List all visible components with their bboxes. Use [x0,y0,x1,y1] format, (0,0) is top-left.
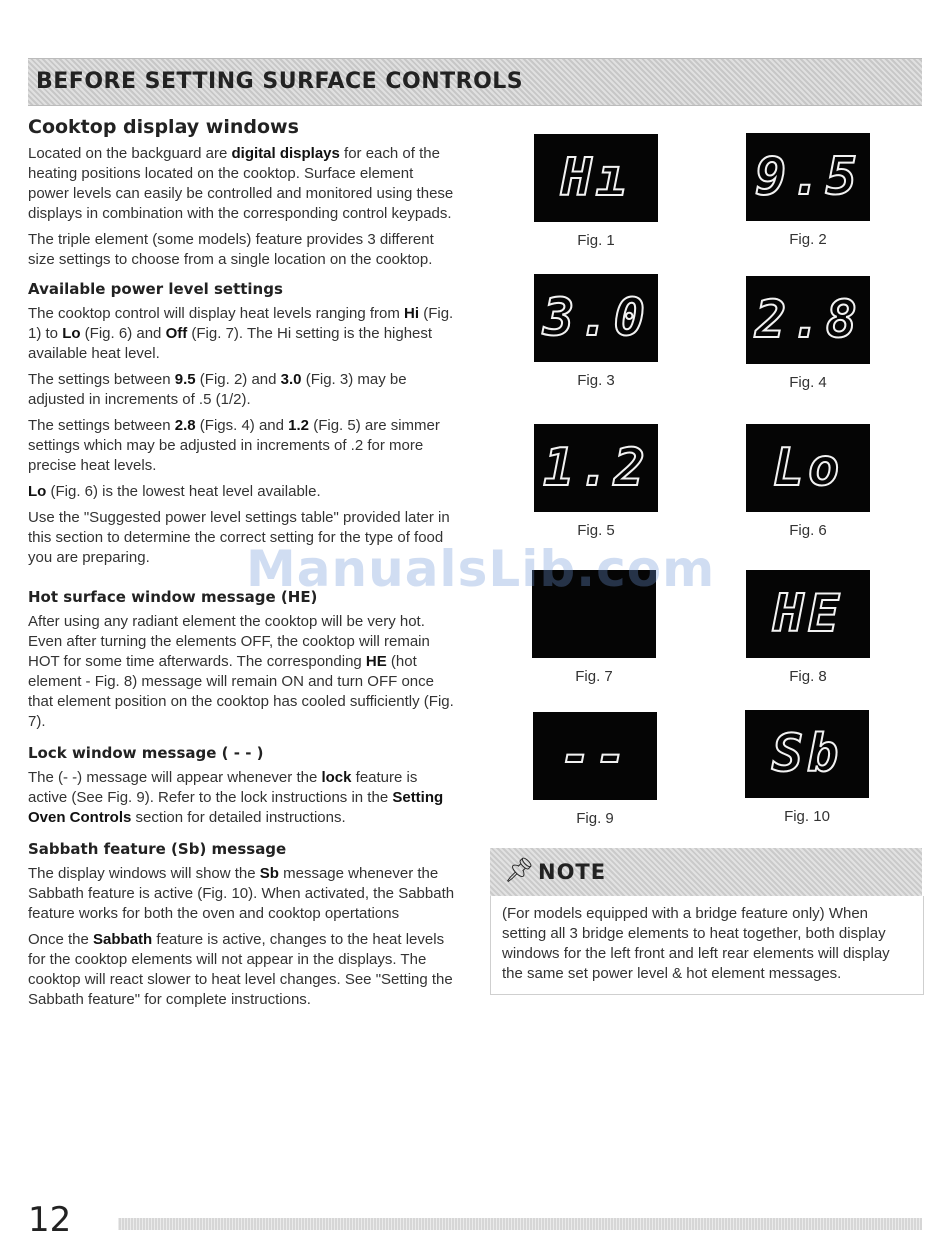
paragraph: Located on the backguard are digital displays for each of the heating positions located on the cooktop. Surface element power levels can easily be controlled and monitored using these displays in combination with the corresponding control keypads. [28,145,454,222]
paragraph: The (- -) message will appear whenever the lock feature is active (See Fig. 9). Refer to the lock instructions in the Setting Oven Controls section for detailed instructions. [28,769,444,826]
display-readout: Sb [771,724,843,784]
figure-caption: Fig. 6 [789,522,827,539]
figure-caption: Fig. 10 [784,808,830,825]
display-window [745,710,869,798]
note-body: (For models equipped with a bridge feature only) When setting all 3 bridge elements to heat together, both display windows for the left front and left rear elements will display the same set power level & hot element messages. [490,896,924,995]
paragraph: The triple element (some models) feature provides 3 different size settings to choose from a single location on the cooktop. [28,231,434,268]
hot-surface-title: Hot surface window message (HE) [28,588,318,606]
display-window [534,424,658,512]
figure-8 [746,570,870,685]
display-window [746,133,870,221]
figure-7 [532,570,656,685]
figure-10 [745,710,869,825]
display-readout: Hı [560,148,632,208]
display-readout: -- [559,726,631,786]
lock-window-title: Lock window message ( - - ) [28,744,264,762]
section-header-banner [28,58,922,106]
page-title: BEFORE SETTING SURFACE CONTROLS [36,69,524,94]
figure-3 [534,274,658,389]
pushpin-icon: 📌︎ [504,857,535,884]
paragraph: Lo (Fig. 6) is the lowest heat level available. [28,483,321,500]
paragraph: The cooktop control will display heat levels ranging from Hi (Fig. 1) to Lo (Fig. 6) and Off (Fig. 7). The Hi setting is the highest available heat level. [28,305,454,362]
paragraph: The settings between 2.8 (Figs. 4) and 1.2 (Fig. 5) are simmer settings which may be adjusted in increments of .2 for more precise heat levels. [28,417,440,474]
power-level-title: Available power level settings [28,280,283,298]
display-readout: 2.8 [755,290,861,350]
display-window [533,712,657,800]
display-window [534,274,658,362]
paragraph: The settings between 9.5 (Fig. 2) and 3.0 (Fig. 3) may be adjusted in increments of .5 (1/2). [28,371,407,408]
figure-caption: Fig. 9 [576,810,614,827]
figure-caption: Fig. 5 [577,522,615,539]
figure-caption: Fig. 7 [575,668,613,685]
display-window [532,570,656,658]
figure-caption: Fig. 4 [789,374,827,391]
display-readout: Lo [772,438,844,498]
page-number: 12 [28,1200,72,1240]
sabbath-title: Sabbath feature (Sb) message [28,840,287,858]
footer-bar [118,1218,922,1230]
figure-caption: Fig. 3 [577,372,615,389]
figure-2 [746,133,870,248]
figure-4 [746,276,870,391]
watermark: ManualsLib.com [246,540,716,598]
left-column [28,116,458,1016]
figure-caption: Fig. 2 [789,231,827,248]
paragraph: The display windows will show the Sb message whenever the Sabbath feature is active (Fig. 10). When activated, the Sabbath feature works for both the oven and cooktop opertations [28,865,455,922]
display-readout: 1.2 [543,438,649,498]
paragraph: After using any radiant element the cooktop will be very hot. Even after turning the elements OFF, the cooktop will remain HOT for some time afterwards. The corresponding HE (hot element - Fig. 8) message will remain ON and turn OFF once that element position on the cooktop has cooled sufficiently (Fig. 7). [28,613,454,730]
figure-1 [534,134,658,249]
figure-6 [746,424,870,539]
note-label: NOTE [538,860,607,884]
note-header [490,848,922,896]
paragraph: Use the "Suggested power level settings table" provided later in this section to determine the correct setting for the type of food you are preparing. [28,509,450,566]
display-readout: HE [772,584,844,644]
cooktop-display-title: Cooktop display windows [28,116,299,138]
figure-5 [534,424,658,539]
figure-9 [533,712,657,827]
display-window [746,276,870,364]
paragraph: Once the Sabbath feature is active, changes to the heat levels for the cooktop elements will not appear in the displays. The cooktop will react slower to heat level changes. See "Setting the Sabbath feature" for complete instructions. [28,931,453,1008]
display-window [746,424,870,512]
figure-caption: Fig. 8 [789,668,827,685]
display-readout: 3.0 [543,288,649,348]
display-window [746,570,870,658]
display-window [534,134,658,222]
figure-caption: Fig. 1 [577,232,615,249]
display-readout: 9.5 [755,147,861,207]
